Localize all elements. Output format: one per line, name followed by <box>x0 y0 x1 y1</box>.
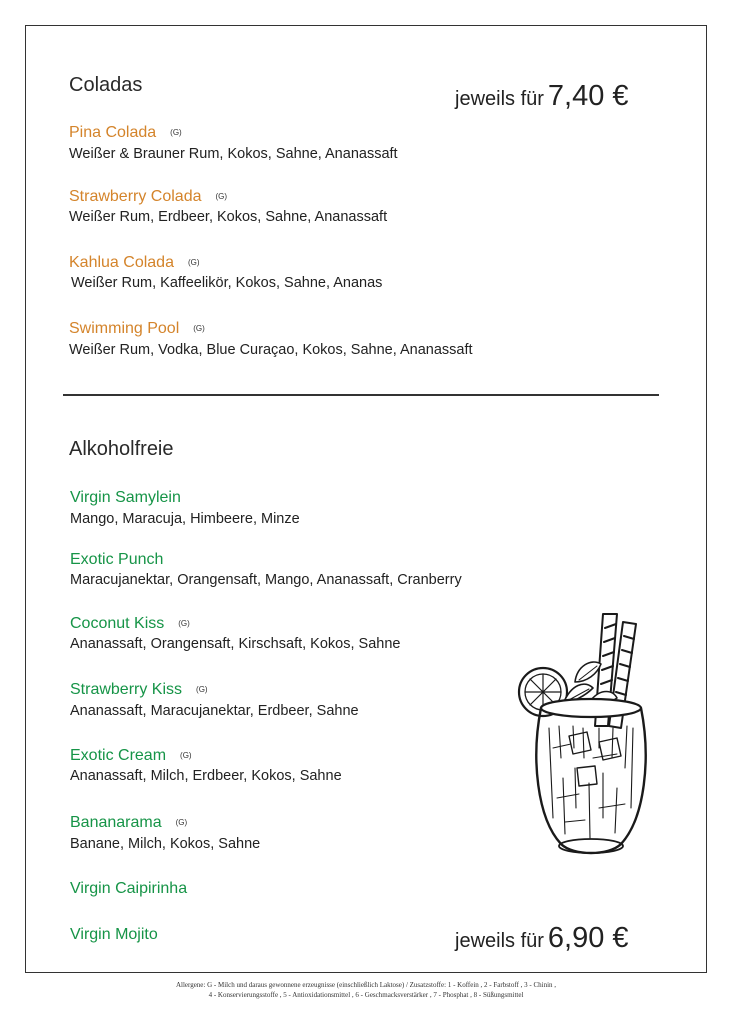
drink-description: Weißer & Brauner Rum, Kokos, Sahne, Ananassaft <box>69 146 398 162</box>
drink-description: Weißer Rum, Erdbeer, Kokos, Sahne, Ananassaft <box>69 209 388 225</box>
drink-name: Virgin Mojito <box>70 926 158 943</box>
footer-line: 4 - Konservierungsstoffe , 5 - Antioxidationsmittel , 6 - Geschmacksverstärker , 7 - Phosphat , 8 - Süßungsmittel <box>208 991 524 999</box>
drink-description: Mango, Maracuja, Himbeere, Minze <box>70 511 300 527</box>
allergen-label: (G) <box>175 818 188 827</box>
price-alkoholfreie <box>455 922 629 955</box>
drink-description: Weißer Rum, Vodka, Blue Curaçao, Kokos, Sahne, Ananassaft <box>69 342 473 358</box>
price-prefix: jeweils für <box>455 88 544 110</box>
drink-name: Pina Colada (G) <box>69 124 182 141</box>
drink-description: Ananassaft, Maracujanektar, Erdbeer, Sahne <box>70 703 359 719</box>
drink-description: Weißer Rum, Kaffeelikör, Kokos, Sahne, Ananas <box>71 275 383 291</box>
cocktail-glass-icon <box>513 608 663 870</box>
drink-description: Maracujanektar, Orangensaft, Mango, Ananassaft, Cranberry <box>70 572 462 588</box>
drink-description: Ananassaft, Milch, Erdbeer, Kokos, Sahne <box>70 768 342 784</box>
drink-name: Exotic Punch <box>70 551 164 568</box>
drink-description: Ananassaft, Orangensaft, Kirschsaft, Kokos, Sahne <box>70 636 401 652</box>
allergen-label: (G) <box>193 324 205 333</box>
allergen-label: (G) <box>215 192 228 201</box>
drink-description: Banane, Milch, Kokos, Sahne <box>70 836 261 852</box>
price-prefix: jeweils für <box>455 930 544 952</box>
drink-name: Virgin Samylein <box>70 489 181 506</box>
drink-name: Bananarama (G) <box>70 814 188 831</box>
section-divider <box>63 394 659 396</box>
allergen-label: (G) <box>170 128 182 137</box>
price-value: 6,90 € <box>547 922 629 954</box>
drink-name: Virgin Caipirinha <box>70 880 188 897</box>
drink-name: Exotic Cream (G) <box>70 747 192 764</box>
drink-name: Swimming Pool (G) <box>69 320 205 337</box>
allergen-label: (G) <box>180 751 192 760</box>
price-coladas <box>455 80 629 113</box>
allergen-label: (G) <box>196 685 208 694</box>
drink-name: Strawberry Colada (G) <box>69 188 228 205</box>
allergen-label: (G) <box>178 619 190 628</box>
allergen-label: (G) <box>187 258 200 267</box>
drink-name: Coconut Kiss (G) <box>70 615 190 632</box>
section-title-coladas: Coladas <box>69 74 143 96</box>
footer-line: Allergene: G - Milch und daraus gewonnene erzeugnisse (einschließlich Laktose) / Zusatzstoffe: 1 - Koffein , 2 - Farbstoff , 3 - Chinin , <box>175 981 557 989</box>
allergen-footer <box>0 980 732 1000</box>
price-value: 7,40 € <box>547 80 629 112</box>
section-title-alkoholfreie: Alkoholfreie <box>69 438 174 460</box>
drink-name: Strawberry Kiss (G) <box>70 681 208 698</box>
drink-name: Kahlua Colada (G) <box>69 254 200 271</box>
